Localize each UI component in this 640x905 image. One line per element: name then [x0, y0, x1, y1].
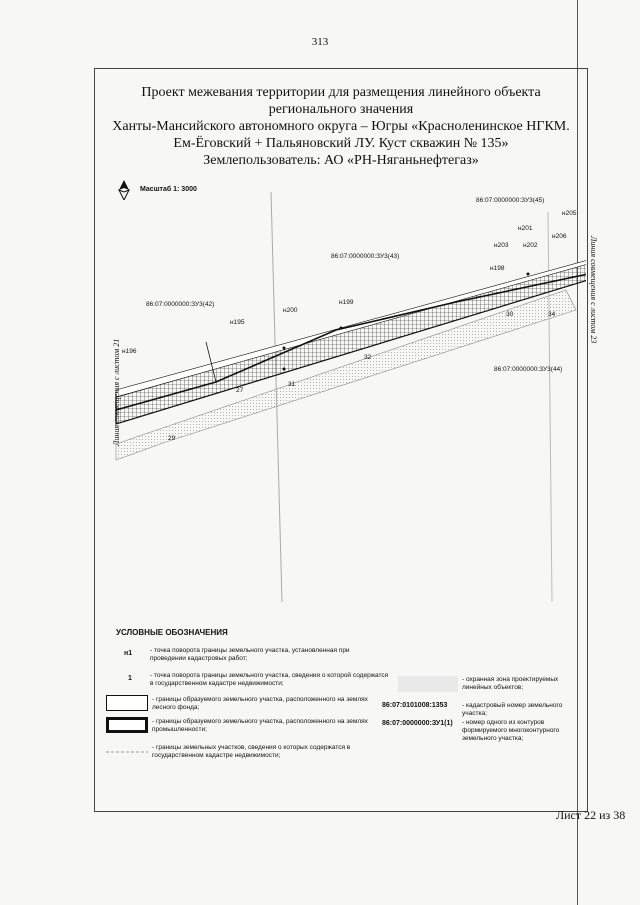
label-n203: н203 [494, 242, 509, 249]
label-n205: н205 [562, 210, 577, 217]
label-parcel-44: 86:07:0000000:ЗУ3(44) [494, 366, 563, 373]
label-p27: 27 [236, 387, 244, 394]
label-n198: н198 [490, 265, 505, 272]
legend-text-contour-number: - номер одного из контуров формируемого многоконтурного земельного участка; [462, 719, 560, 742]
title-line-1: Проект межевания территории для размещения линейного объекта [141, 85, 541, 100]
label-p31: 31 [288, 381, 296, 388]
label-parcel-43: 86:07:0000000:ЗУ3(43) [331, 253, 400, 260]
sheet-number: Лист 22 из 38 [556, 808, 626, 822]
legend-swatch-existing-boundary [106, 747, 148, 757]
match-line-right-label: Линия совмещения с листом 23 [589, 236, 598, 344]
legend-text-new-point: - точка поворота границы земельного участка, установленная при проведении кадастровых работ; [150, 647, 350, 662]
legend-text-existing-boundary: - границы земельных участков, сведения о которых содержатся в государственном кадастре недвижимости; [152, 744, 351, 759]
legend-symbol-existing-point: 1 [128, 675, 132, 682]
point-n202 [527, 273, 530, 276]
point-n199 [340, 327, 343, 330]
legend-text-protection-zone: - охранная зона проектируемых линейных объектов; [462, 676, 559, 691]
label-p29: 29 [168, 435, 176, 442]
map-title [96, 84, 586, 169]
label-parcel-42: 86:07:0000000:ЗУ3(42) [146, 301, 215, 308]
label-n196: н196 [122, 348, 137, 355]
page-number: 313 [311, 36, 329, 48]
legend-text-forest-parcel: - границы образуемого земельного участка, расположенного на землях лесного фонда; [152, 696, 368, 711]
legend-swatch-forest-parcel [106, 695, 148, 711]
match-line-left-label: Линия совмещения с листом 21 [112, 338, 121, 446]
map-scale: Масштаб 1: 3000 [140, 186, 197, 193]
label-n195: н195 [230, 319, 245, 326]
legend-symbol-cadastral-number: 86:07:0101008:1353 [382, 702, 448, 709]
label-n201: н201 [518, 225, 533, 232]
legend-symbol-new-point: н1 [124, 650, 133, 657]
legend-text-existing-point: - точка поворота границы земельного участка, сведения о которой содержатся в государственном кадастре недвижимости; [150, 672, 389, 687]
legend-swatch-protection-zone [398, 676, 458, 692]
legend-symbol-contour-number: 86:07:0000000:ЗУ1(1) [382, 720, 453, 727]
label-p32: 32 [364, 354, 372, 361]
title-line-3: Ханты-Мансийского автономного округа – Югры «Красноленинское НГКМ. [112, 119, 570, 134]
label-n202: н202 [523, 242, 538, 249]
legend-title: УСЛОВНЫЕ ОБОЗНАЧЕНИЯ [116, 628, 228, 637]
title-line-4: Ем-Ёговский + Пальяновский ЛУ. Куст скважин № 135» [173, 136, 509, 151]
legend-swatch-industrial-parcel [106, 717, 148, 733]
forest-parcel [116, 262, 586, 424]
title-line-2: регионального значения [268, 102, 414, 117]
legend-text-cadastral-number: - кадастровый номер земельного участка; [462, 702, 563, 717]
point-27 [283, 368, 286, 371]
label-n200: н200 [283, 307, 298, 314]
label-parcel-45: 86:07:0000000:ЗУ3(45) [476, 197, 545, 204]
point-n200 [283, 347, 286, 350]
label-p30: 30 [506, 311, 514, 318]
legend-text-industrial-parcel: - границы образуемого земельного участка, расположенного на землях промышленности; [152, 718, 368, 733]
title-line-5: Землепользователь: АО «РН-Няганьнефтегаз» [203, 153, 479, 168]
cadastral-map [96, 192, 586, 602]
label-n199: н199 [339, 299, 354, 306]
label-p34: 34 [548, 311, 556, 318]
label-n206: н206 [552, 233, 567, 240]
